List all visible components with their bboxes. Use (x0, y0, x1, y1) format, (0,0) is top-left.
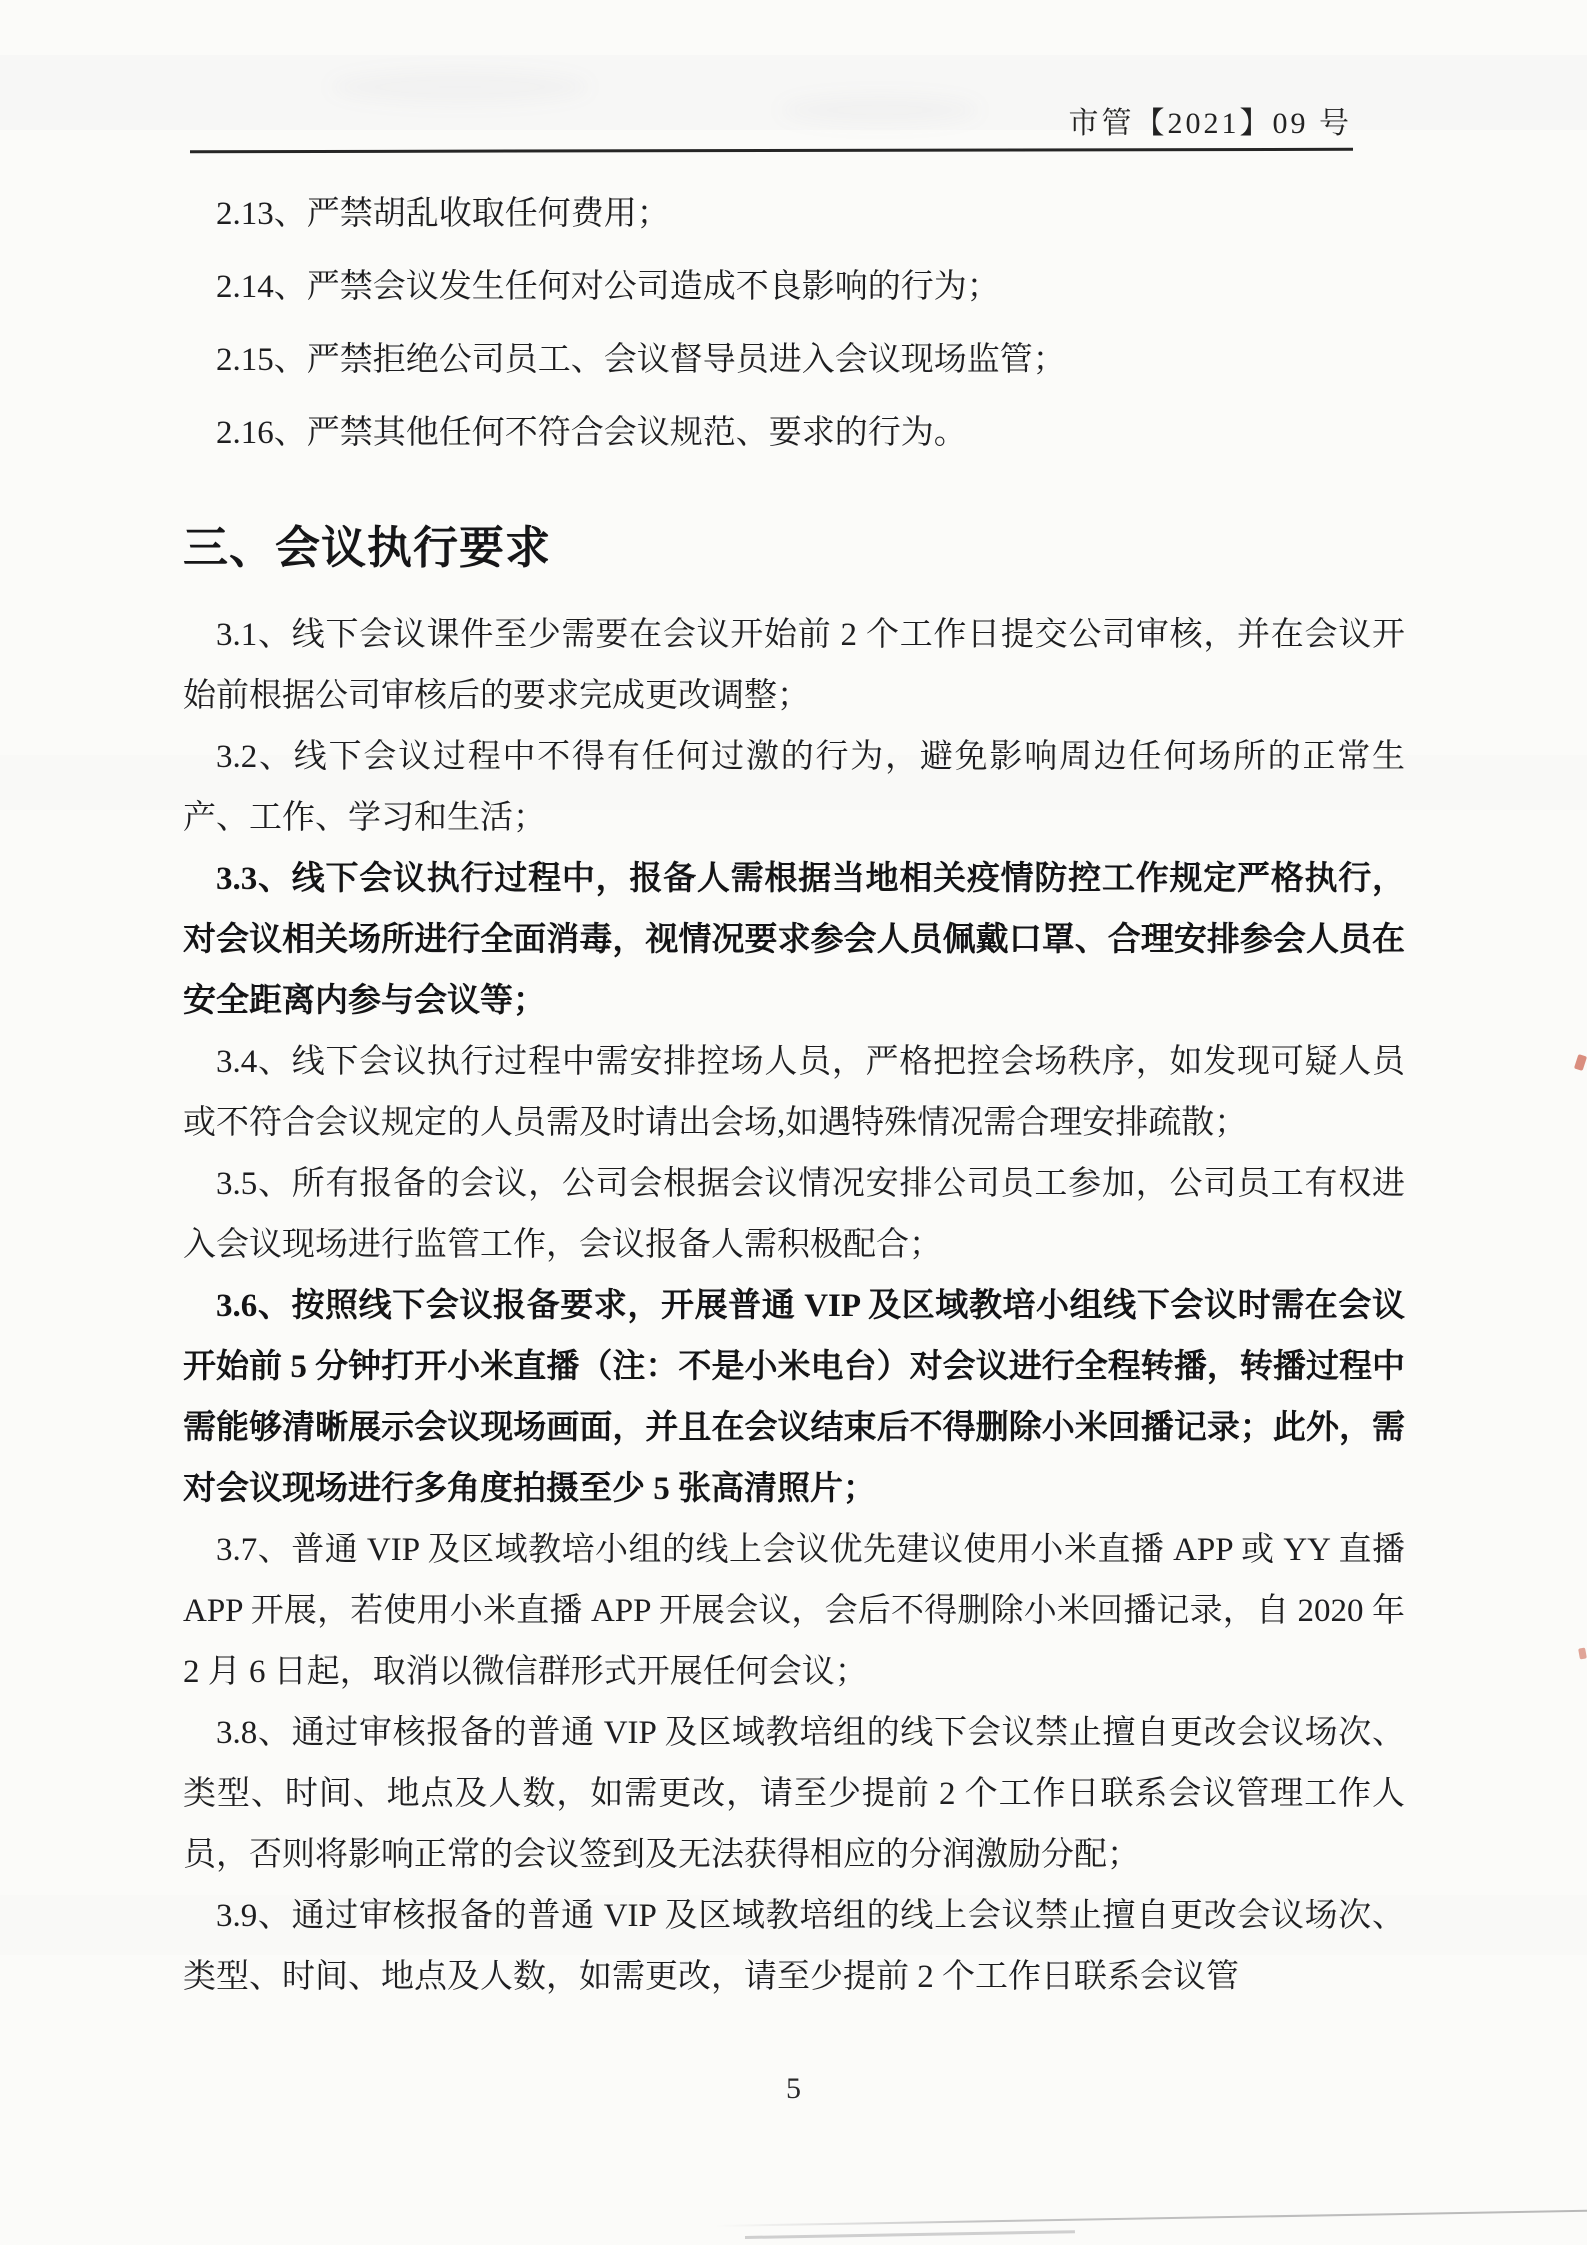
scan-smudge (780, 95, 980, 125)
clause-3-6: 3.6、按照线下会议报备要求，开展普通 VIP 及区域教培小组线下会议时需在会议开始前 5 分钟打开小米直播（注：不是小米电台）对会议进行全程转播，转播过程中需能够清晰展示会议现场画面，并且在会议结束后不得删除小米回播记录；此外，需对会议现场进行多角度拍摄至少 5 张高清照片； (183, 1288, 1405, 1507)
clause-3-1: 3.1、线下会议课件至少需要在会议开始前 2 个工作日提交公司审核，并在会议开始前根据公司审核后的要求完成更改调整； (183, 617, 1405, 714)
clause-3-7: 3.7、普通 VIP 及区域教培小组的线上会议优先建议使用小米直播 APP 或 YY 直播 APP 开展，若使用小米直播 APP 开展会议，会后不得删除小米回播记录，自 2020 年 2 月 6 日起，取消以微信群形式开展任何会议； (183, 1532, 1405, 1690)
scan-paper-edge-line-2 (745, 2230, 1075, 2239)
section-2-clause-list (183, 178, 1405, 470)
clause-3-8: 3.8、通过审核报备的普通 VIP 及区域教培组的线下会议禁止擅自更改会议场次、类型、时间、地点及人数，如需更改，请至少提前 2 个工作日联系会议管理工作人员，否则将影响正常的会议签到及无法获得相应的分润激励分配； (183, 1715, 1405, 1873)
section-3-clause-list (183, 605, 1405, 2008)
red-pen-mark (1574, 1054, 1587, 1071)
page-number: 5 (786, 2072, 801, 2105)
document-body (183, 178, 1405, 2008)
clause-3-4: 3.4、线下会议执行过程中需安排控场人员，严格把控会场秩序，如发现可疑人员或不符合会议规定的人员需及时请出会场,如遇特殊情况需合理安排疏散； (183, 1044, 1405, 1141)
clause-3-9: 3.9、通过审核报备的普通 VIP 及区域教培组的线上会议禁止擅自更改会议场次、类型、时间、地点及人数，如需更改，请至少提前 2 个工作日联系会议管 (183, 1898, 1405, 1995)
red-pen-mark (1578, 1647, 1587, 1659)
scan-smudge (330, 70, 590, 104)
scan-paper-edge-line (715, 2210, 1587, 2227)
clause-2-15: 2.15、严禁拒绝公司员工、会议督导员进入会议现场监管； (216, 342, 1066, 378)
clause-2-14: 2.14、严禁会议发生任何对公司造成不良影响的行为； (216, 269, 1000, 305)
clause-2-16: 2.16、严禁其他任何不符合会议规范、要求的行为。 (216, 415, 967, 451)
page-footer (0, 2072, 1587, 2106)
document-reference-number: 市管【2021】09 号 (1068, 107, 1352, 140)
section-3-heading: 三、会议执行要求 (183, 523, 552, 573)
clause-3-5: 3.5、所有报备的会议，公司会根据会议情况安排公司员工参加，公司员工有权进入会议现场进行监管工作，会议报备人需积极配合； (183, 1166, 1405, 1263)
clause-3-2: 3.2、线下会议过程中不得有任何过激的行为，避免影响周边任何场所的正常生产、工作、学习和生活； (183, 739, 1405, 836)
header-divider-line (190, 148, 1353, 153)
clause-3-3: 3.3、线下会议执行过程中，报备人需根据当地相关疫情防控工作规定严格执行，对会议相关场所进行全面消毒，视情况要求参会人员佩戴口罩、合理安排参会人员在安全距离内参与会议等； (183, 861, 1405, 1019)
clause-2-13: 2.13、严禁胡乱收取任何费用； (216, 196, 670, 232)
